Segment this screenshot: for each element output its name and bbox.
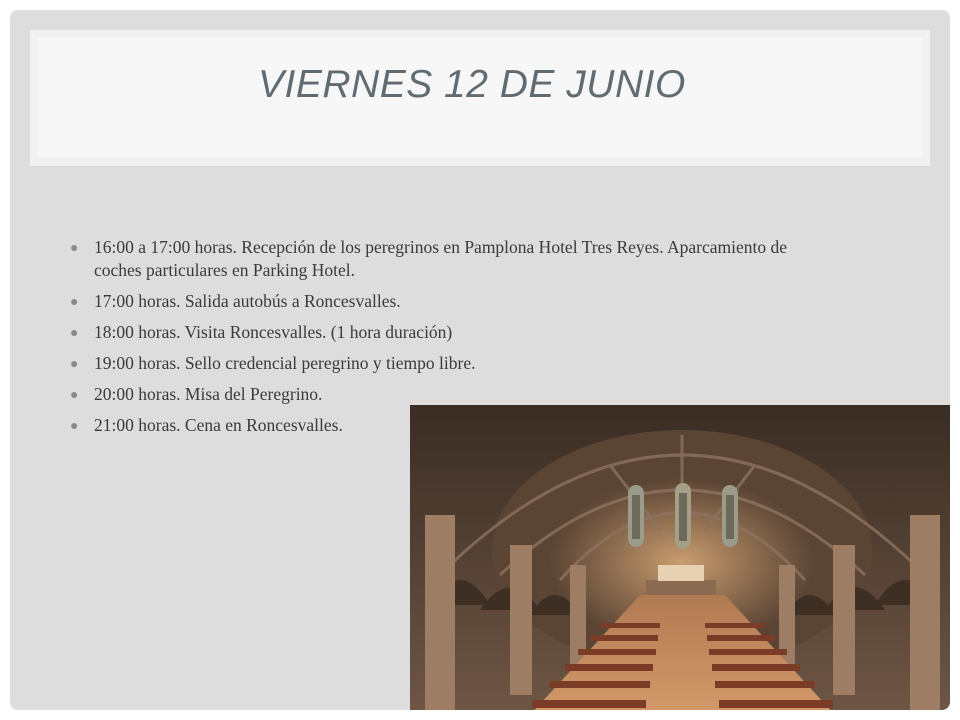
list-item [70, 383, 810, 406]
bullet-icon: ● [70, 388, 79, 403]
list-item-text: 16:00 a 17:00 horas. Recepción de los peregrinos en Pamplona Hotel Tres Reyes. Aparcamiento de coches particulares en Parking Hotel. [94, 237, 788, 280]
list-item-text: 18:00 horas. Visita Roncesvalles. (1 hora duración) [94, 322, 453, 342]
bullet-icon: ● [70, 419, 79, 434]
bullet-icon: ● [70, 241, 79, 256]
slide-title: VIERNES 12 DE JUNIO [258, 63, 686, 106]
bullet-icon: ● [70, 295, 79, 310]
church-interior-photo [410, 405, 950, 710]
list-item [70, 352, 810, 375]
list-item-text: 21:00 horas. Cena en Roncesvalles. [94, 415, 343, 435]
list-item-text: 20:00 horas. Misa del Peregrino. [94, 384, 323, 404]
bullet-icon: ● [70, 326, 79, 341]
title-band [30, 30, 930, 166]
list-item-text: 19:00 horas. Sello credencial peregrino y tiempo libre. [94, 353, 476, 373]
list-item [70, 321, 810, 344]
bullet-icon: ● [70, 357, 79, 372]
list-item-text: 17:00 horas. Salida autobús a Roncesvalles. [94, 291, 401, 311]
slide [10, 10, 950, 710]
list-item [70, 236, 810, 282]
list-item [70, 290, 810, 313]
